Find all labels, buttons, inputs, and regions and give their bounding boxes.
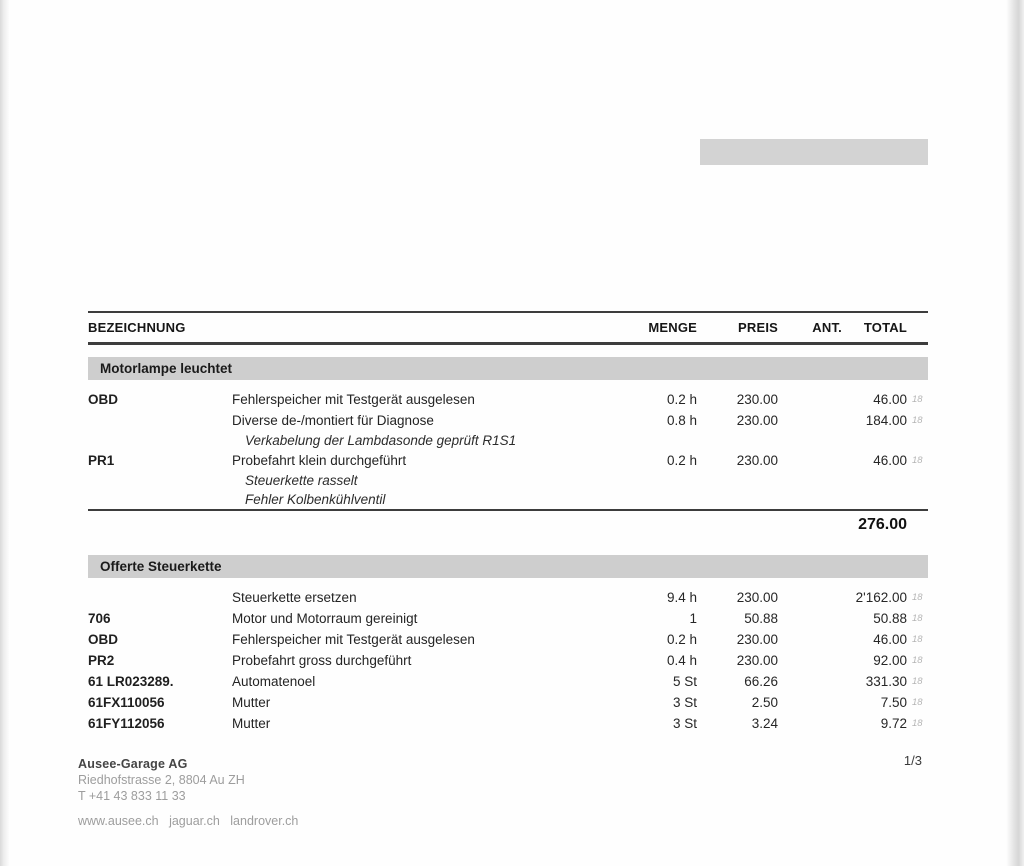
- vat-code-marker: 18: [912, 697, 923, 708]
- item-quantity: 0.2 h: [666, 392, 697, 407]
- section-offerte-steuerkette: [88, 555, 928, 734]
- column-header-bezeichnung: BEZEICHNUNG: [88, 320, 186, 335]
- table-row: [88, 671, 928, 692]
- item-description: Steuerkette ersetzen: [232, 590, 357, 605]
- item-description: Fehlerspeicher mit Testgerät ausgelesen: [232, 632, 475, 647]
- vat-code-marker: 18: [912, 655, 923, 666]
- page-edge-left: [0, 0, 10, 866]
- item-total: 184.00: [865, 413, 907, 428]
- redacted-box: [700, 139, 928, 165]
- item-description: Fehlerspeicher mit Testgerät ausgelesen: [232, 392, 475, 407]
- item-unit-price: 2.50: [751, 695, 778, 710]
- invoice-table: [88, 311, 928, 734]
- item-description: Mutter: [232, 695, 271, 710]
- item-quantity: 0.2 h: [666, 453, 697, 468]
- table-row: [88, 389, 928, 410]
- item-unit-price: 230.00: [736, 590, 778, 605]
- section-subtotal-row: [88, 511, 928, 535]
- item-total: 46.00: [873, 453, 907, 468]
- section-header-motorlampe: [88, 357, 928, 380]
- vat-code-marker: 18: [912, 613, 923, 624]
- item-description: Motor und Motorraum gereinigt: [232, 611, 418, 626]
- item-total: 2'162.00: [855, 590, 907, 605]
- vat-code-marker: 18: [912, 415, 923, 426]
- item-unit-price: 3.24: [751, 716, 778, 731]
- page-edge-right: [1006, 0, 1024, 866]
- item-quantity: 3 St: [672, 695, 697, 710]
- table-header-row: [88, 313, 928, 342]
- vat-code-marker: 18: [912, 676, 923, 687]
- table-row: [88, 650, 928, 671]
- item-quantity: 0.8 h: [666, 413, 697, 428]
- item-total: 46.00: [873, 392, 907, 407]
- column-header-total: TOTAL: [863, 320, 907, 335]
- vat-code-marker: 18: [912, 634, 923, 645]
- item-description: Probefahrt gross durchgeführt: [232, 653, 412, 668]
- table-note-row: [88, 471, 928, 490]
- vat-code-marker: 18: [912, 394, 923, 405]
- item-total: 7.50: [880, 695, 907, 710]
- vat-code-marker: 18: [912, 592, 923, 603]
- item-code: 61FY112056: [88, 716, 165, 731]
- footer: [78, 756, 298, 829]
- item-note: Fehler Kolbenkühlventil: [245, 492, 386, 507]
- item-total: 92.00: [873, 653, 907, 668]
- company-name: Ausee-Garage AG: [78, 757, 188, 771]
- section-rows-offerte: [88, 587, 928, 734]
- item-quantity: 1: [689, 611, 697, 626]
- item-note: Verkabelung der Lambdasonde geprüft R1S1: [245, 433, 517, 448]
- section-title: Offerte Steuerkette: [100, 559, 222, 574]
- company-address: Riedhofstrasse 2, 8804 Au ZH: [78, 773, 245, 787]
- item-code: 61 LR023289.: [88, 674, 174, 689]
- item-total: 46.00: [873, 632, 907, 647]
- section-header-offerte: [88, 555, 928, 578]
- item-quantity: 5 St: [672, 674, 697, 689]
- item-description: Probefahrt klein durchgeführt: [232, 453, 407, 468]
- item-unit-price: 50.88: [744, 611, 778, 626]
- item-quantity: 3 St: [672, 716, 697, 731]
- table-row: [88, 692, 928, 713]
- item-quantity: 0.4 h: [666, 653, 697, 668]
- section-subtotal-value: 276.00: [858, 516, 907, 533]
- item-code: PR2: [88, 653, 115, 668]
- table-note-row: [88, 490, 928, 509]
- company-phone: T +41 43 833 11 33: [78, 789, 186, 803]
- item-unit-price: 230.00: [736, 392, 778, 407]
- table-row: [88, 608, 928, 629]
- page-number: 1/3: [903, 753, 922, 768]
- item-code: OBD: [88, 632, 118, 647]
- item-unit-price: 230.00: [736, 413, 778, 428]
- item-quantity: 9.4 h: [666, 590, 697, 605]
- column-header-ant: ANT.: [812, 320, 842, 335]
- column-header-menge: MENGE: [648, 320, 697, 335]
- item-unit-price: 66.26: [744, 674, 778, 689]
- item-code: 61FX110056: [88, 695, 165, 710]
- item-description: Mutter: [232, 716, 271, 731]
- section-rows-motorlampe: [88, 389, 928, 509]
- table-row: [88, 587, 928, 608]
- table-row: [88, 410, 928, 431]
- table-row: [88, 629, 928, 650]
- item-description: Diverse de-/montiert für Diagnose: [232, 413, 434, 428]
- item-code: PR1: [88, 453, 115, 468]
- vat-code-marker: 18: [912, 718, 923, 729]
- table-note-row: [88, 431, 928, 450]
- item-unit-price: 230.00: [736, 453, 778, 468]
- item-note: Steuerkette rasselt: [245, 473, 358, 488]
- section-title: Motorlampe leuchtet: [100, 361, 233, 376]
- item-description: Automatenoel: [232, 674, 316, 689]
- item-unit-price: 230.00: [736, 653, 778, 668]
- company-websites: www.ausee.ch jaguar.ch landrover.ch: [78, 814, 299, 828]
- item-unit-price: 230.00: [736, 632, 778, 647]
- item-code: OBD: [88, 392, 118, 407]
- column-header-preis: PREIS: [737, 320, 778, 335]
- item-total: 331.30: [865, 674, 907, 689]
- table-header-double-rule: [88, 342, 928, 345]
- vat-code-marker: 18: [912, 455, 923, 466]
- table-row: [88, 450, 928, 471]
- item-total: 9.72: [880, 716, 907, 731]
- item-code: 706: [88, 611, 111, 626]
- item-total: 50.88: [873, 611, 907, 626]
- item-quantity: 0.2 h: [666, 632, 697, 647]
- table-row: [88, 713, 928, 734]
